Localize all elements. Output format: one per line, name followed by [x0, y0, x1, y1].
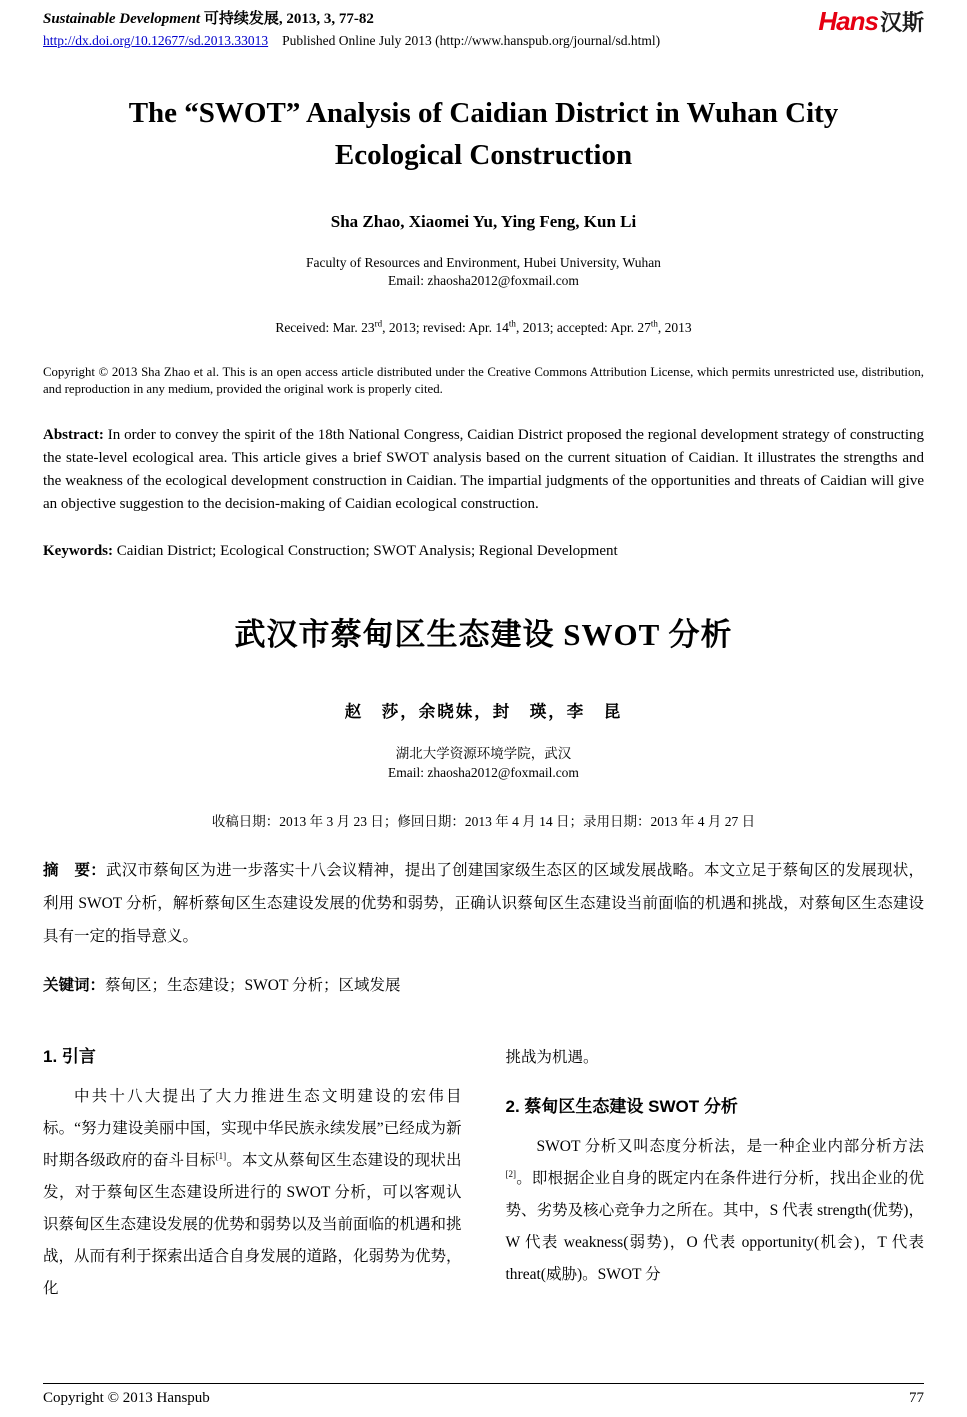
logo-hans-text: Hans: [818, 6, 878, 36]
affiliation-en: Faculty of Resources and Environment, Hubei University, Wuhan: [306, 255, 661, 270]
paper-title-en: The “SWOT” Analysis of Caidian District in Wuhan City Ecological Construction: [128, 97, 839, 171]
affiliation-block-cn: [43, 744, 924, 782]
hanspub-logo: [818, 8, 924, 39]
authors-en: Sha Zhao, Xiaomei Yu, Ying Feng, Kun Li: [330, 212, 637, 231]
section-2-paragraph: [506, 1131, 925, 1291]
email-en: Email: zhaosha2012@foxmail.com: [388, 273, 579, 288]
keywords-cn: [43, 969, 924, 1002]
email-cn: Email: zhaosha2012@foxmail.com: [388, 765, 579, 780]
doi-line: [43, 30, 660, 52]
page-header: [43, 8, 924, 52]
page-footer: [43, 1383, 924, 1407]
reference-1-marker: [1]: [215, 1150, 227, 1161]
journal-issue-info: 可持续发展, 2013, 3, 77-82: [200, 11, 374, 27]
ordinal-sup: th: [508, 318, 516, 329]
logo-cn-text: 汉斯: [879, 10, 924, 35]
section-1-paragraph: [43, 1081, 462, 1305]
paragraph-text: 中共十八大提出了大力推进生态文明建设的宏伟目标。“努力建设美丽中国，实现中华民族永续发展”已经成为新时期各级政府的奋斗目标: [43, 1088, 462, 1169]
reference-2-marker: [2]: [505, 1168, 516, 1179]
ordinal-sup: rd: [374, 318, 383, 329]
received-text: , 2013; accepted: Apr. 27: [515, 320, 651, 335]
received-text: , 2013: [657, 320, 692, 335]
received-text: , 2013; revised: Apr. 14: [382, 320, 509, 335]
received-text: Received: Mar. 23: [275, 320, 375, 335]
section-1-paragraph-continued: 挑战为机遇。: [505, 1049, 599, 1066]
right-column: [506, 1042, 925, 1305]
paragraph-text: 。本文从蔡甸区生态建设的现状出发，对于蔡甸区生态建设所进行的 SWOT 分析，可以客观认识蔡甸区生态建设发展的优势和弱势以及当前面临的机遇和挑战，从而有利于探索出适合自身发展的道路，化弱势为优势，化: [43, 1152, 462, 1297]
abstract-text-cn: 武汉市蔡甸区为进一步落实十八会议精神，提出了创建国家级生态区的区域发展战略。本文立足于蔡甸区的发展现状，利用 SWOT 分析，解析蔡甸区生态建设发展的优势和弱势，正确认识蔡甸区生态建设当前面临的机遇和挑战，对蔡甸区生态建设具有一定的指导意义。: [43, 862, 924, 945]
paragraph-text: 。即根据企业自身的既定内在条件进行分析，找出企业的优势、劣势及核心竞争力之所在。其中，S 代表 strength(优势)，W 代表 weakness(弱势)，O 代表 opportunity(机会)，T 代表 threat(威胁)。SWOT 分: [505, 1170, 924, 1283]
paragraph-text: SWOT 分析又叫态度分析法，是一种企业内部分析方法: [536, 1138, 924, 1155]
ordinal-sup: th: [650, 318, 658, 329]
keywords-text-cn: 蔡甸区；生态建设；SWOT 分析；区域发展: [105, 977, 401, 994]
doi-link[interactable]: http://dx.doi.org/10.12677/sd.2013.33013: [43, 33, 269, 48]
received-dates-cn: 收稿日期：2013 年 3 月 23 日；修回日期：2013 年 4 月 14 日；录用日期：2013 年 4 月 27 日: [211, 814, 756, 829]
keywords-text-en: Caidian District; Ecological Construction; SWOT Analysis; Regional Development: [113, 543, 618, 559]
keywords-label-cn: 关键词：: [43, 977, 106, 994]
authors-cn: 赵 莎，余晓妹，封 瑛，李 昆: [344, 702, 623, 721]
journal-info: [43, 8, 660, 52]
abstract-label-en: Abstract:: [43, 427, 104, 443]
keywords-en: [43, 540, 924, 563]
affiliation-cn: 湖北大学资源环境学院，武汉: [395, 746, 572, 761]
footer-copyright: Copyright © 2013 Hanspub: [43, 1390, 210, 1406]
journal-title-line: [43, 8, 660, 30]
page-number: 77: [909, 1390, 924, 1406]
abstract-en: [43, 424, 924, 516]
section-2-heading: 2. 蔡甸区生态建设 SWOT 分析: [505, 1097, 738, 1116]
journal-name: Sustainable Development: [43, 11, 201, 27]
abstract-cn: [43, 854, 924, 953]
paper-title-cn: 武汉市蔡甸区生态建设 SWOT 分析: [234, 617, 733, 652]
section-1-heading: 1. 引言: [43, 1047, 96, 1066]
abstract-text-en: In order to convey the spirit of the 18th National Congress, Caidian District proposed the regional development strategy of constructing the state-level ecological area. This article gives a brief SWOT analysis based on the current situation of Caidian. It illustrates the strengths and the weakness of the ecological development construction in Caidian. The impartial judgments of the opportunities and threats of Caidian will give an objective suggestion to the decision-making of Caidian ecological construction.: [43, 427, 924, 512]
keywords-label-en: Keywords:: [43, 543, 113, 559]
left-column: [43, 1042, 462, 1305]
received-dates-en: [43, 320, 924, 336]
affiliation-block-en: [43, 254, 924, 290]
copyright-notice: Copyright © 2013 Sha Zhao et al. This is an open access article distributed under the Creative Commons Attribution License, which permits unrestricted use, distribution, and reproduction in any medium, provided the original work is properly cited.: [43, 365, 924, 396]
published-info: Published Online July 2013 (http://www.hanspub.org/journal/sd.html): [282, 33, 661, 48]
abstract-label-cn: 摘 要：: [43, 862, 106, 879]
body-columns: [43, 1042, 924, 1305]
